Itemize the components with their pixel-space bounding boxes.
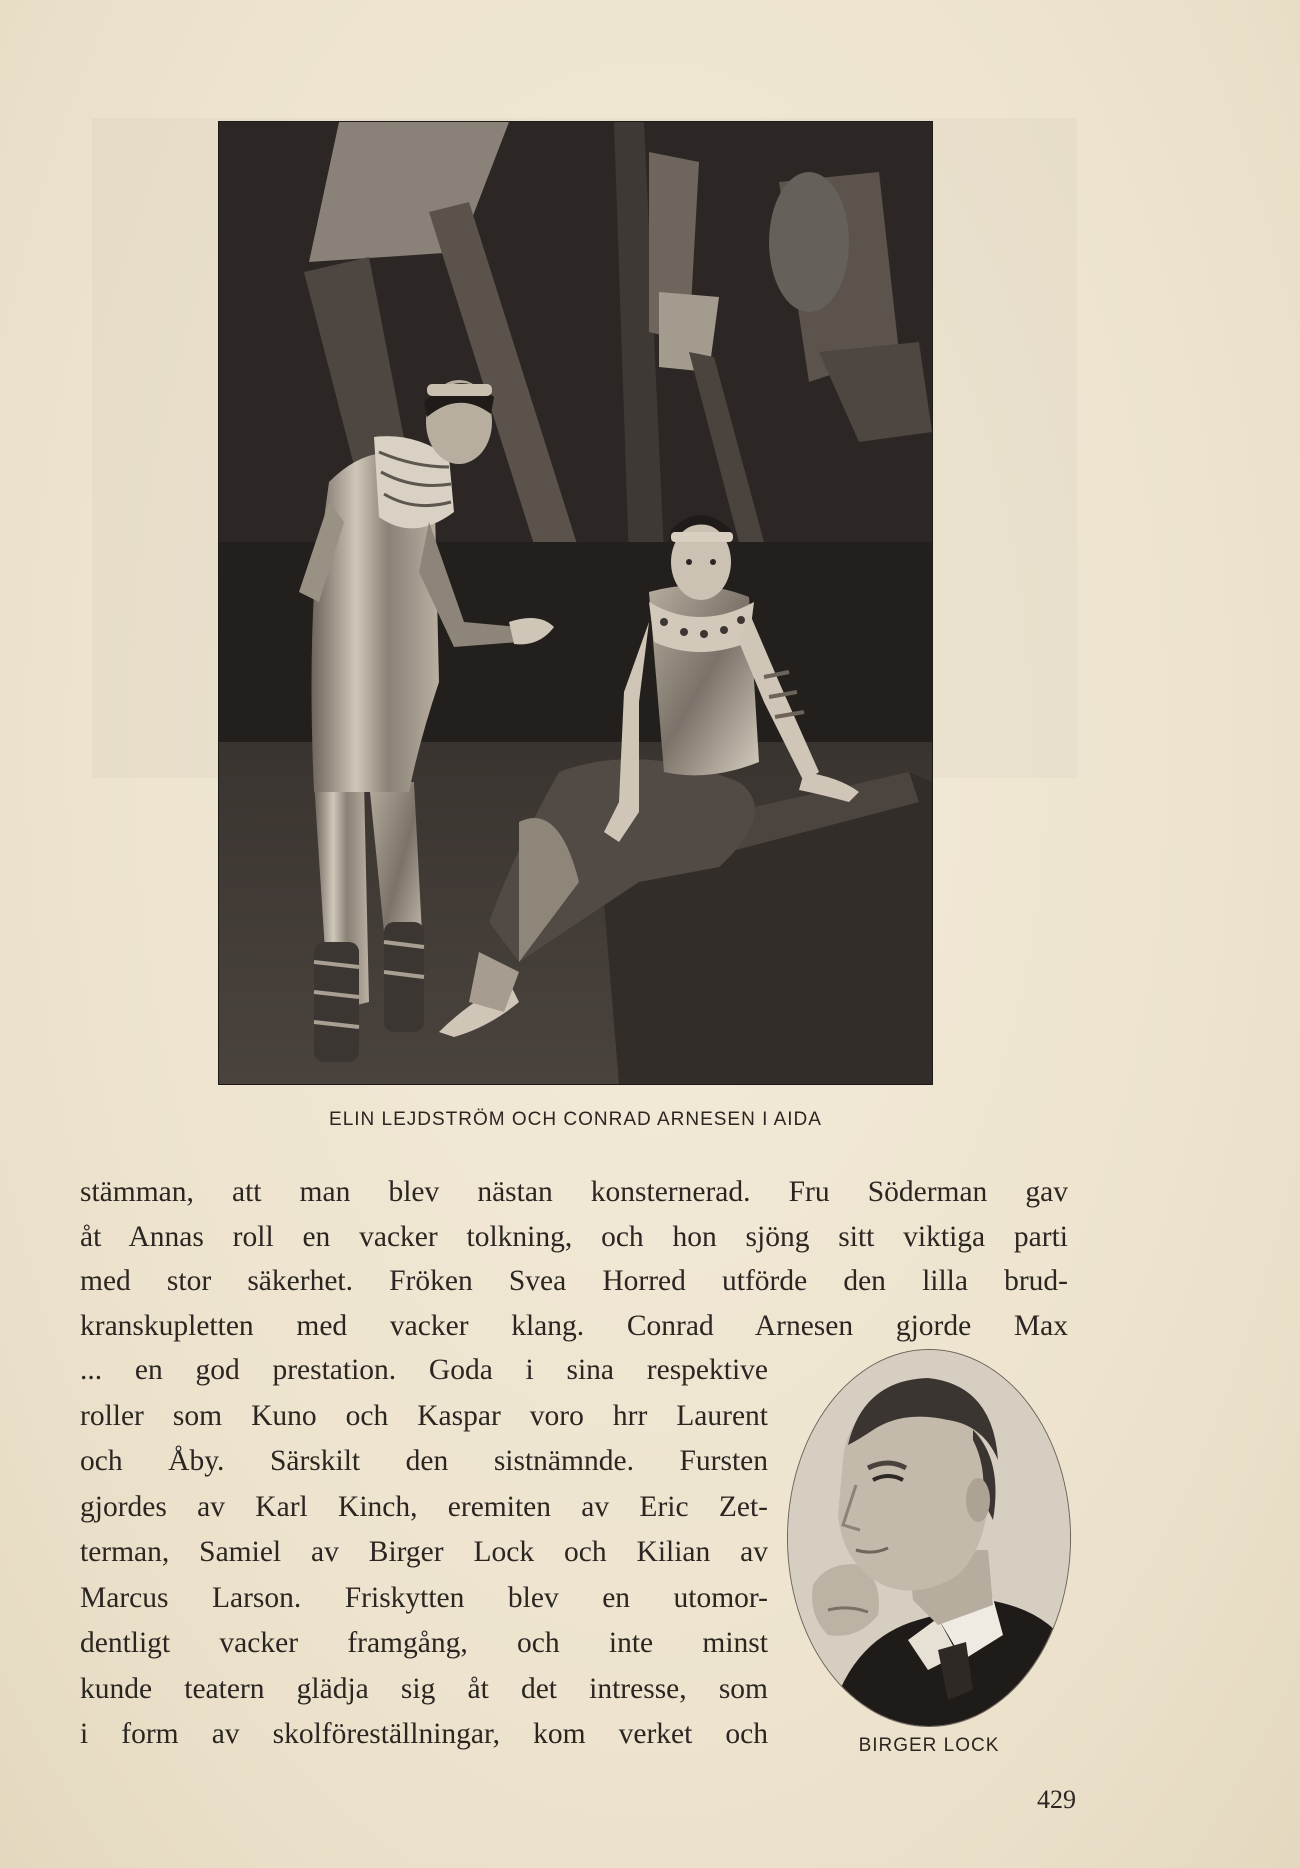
text-line: dentligt vacker framgång, och inte minst [80, 1627, 768, 1659]
text-line: roller som Kuno och Kaspar voro hrr Laurent [80, 1399, 768, 1432]
portrait-caption: BIRGER LOCK [858, 1735, 1000, 1756]
body-text-full-width [80, 1170, 1068, 1348]
stage-photograph [219, 122, 932, 1084]
text-line: i form av skolföreställningar, kom verket och [80, 1718, 768, 1750]
body-text-column [80, 1348, 768, 1758]
text-line: ... en god prestation. Goda i sina respektive [80, 1354, 768, 1386]
text-line: Marcus Larson. Friskytten blev en utomor- [80, 1581, 768, 1614]
text-line: och Åby. Särskilt den sistnämnde. Fursten [80, 1445, 768, 1477]
text-line: kunde teatern glädja sig åt det intresse, som [80, 1672, 768, 1705]
text-line: åt Annas roll en vacker tolkning, och hon sjöng sitt viktiga parti [80, 1220, 1068, 1253]
page-number: 429 [1037, 1785, 1076, 1814]
text-line: gjordes av Karl Kinch, eremiten av Eric Zet- [80, 1490, 768, 1523]
text-line: terman, Samiel av Birger Lock och Kilian av [80, 1536, 768, 1568]
portrait-photograph [788, 1350, 1070, 1726]
portrait-illustration [788, 1350, 1070, 1726]
text-line: stämman, att man blev nästan konsternerad. Fru Söderman gav [80, 1176, 1068, 1208]
text-line: med stor säkerhet. Fröken Svea Horred utförde den lilla brud- [80, 1265, 1068, 1297]
stage-photo-illustration [219, 122, 932, 1084]
text-line: kranskupletten med vacker klang. Conrad Arnesen gjorde Max [80, 1309, 1068, 1342]
photo-caption: ELIN LEJDSTRÖM OCH CONRAD ARNESEN I AIDA [329, 1109, 822, 1130]
